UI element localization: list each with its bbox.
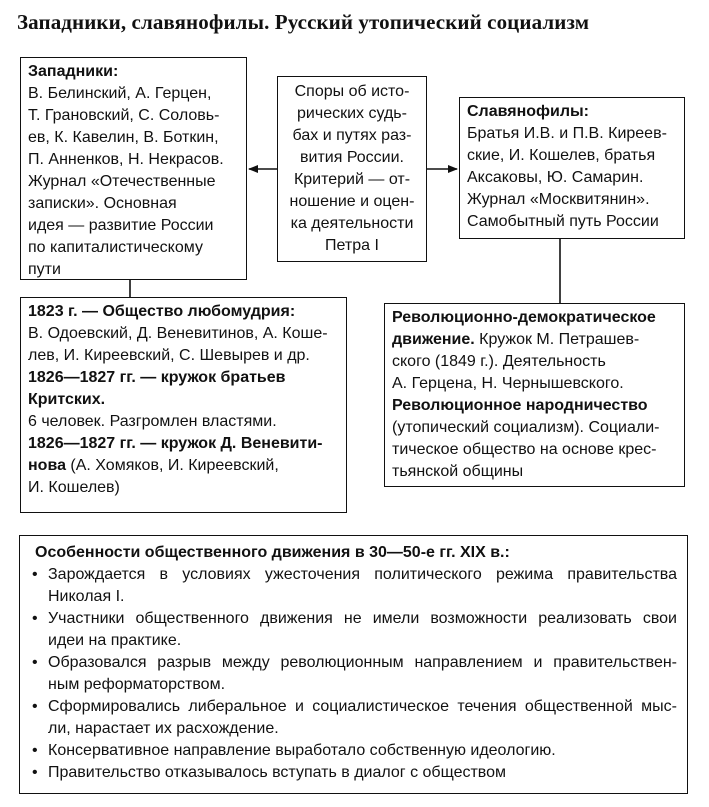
zapadniki-line: Т. Грановский, С. Соловь- <box>28 107 220 124</box>
revolution-box <box>384 303 685 487</box>
circles-line: 6 человек. Разгромлен властями. <box>28 413 277 430</box>
list-item <box>30 696 677 740</box>
slavyanofily-box <box>459 97 685 239</box>
list-item-line: ным реформаторством. <box>48 676 226 693</box>
bullet-icon: • <box>32 698 38 715</box>
zapadniki-heading: Западники: <box>28 63 119 80</box>
circles-line: И. Кошелев) <box>28 479 120 496</box>
disputes-line: ношение и оцен- <box>289 193 415 210</box>
revolution-heading: Революционное народничество <box>392 397 648 414</box>
bullet-icon: • <box>32 764 38 781</box>
bullet-icon: • <box>32 742 38 759</box>
slavyanofily-line: Самобытный путь России <box>467 213 659 230</box>
circles-heading: 1823 г. — Общество любомудрия: <box>28 303 296 320</box>
slavyanofily-heading: Славянофилы: <box>467 103 590 120</box>
zapadniki-line: Журнал «Отечественные <box>28 173 216 190</box>
disputes-line: Споры об исто- <box>294 83 410 100</box>
list-item-line: Зарождается в условиях ужесточения политического режима правительства <box>48 566 677 583</box>
zapadniki-line: по капиталистическому <box>28 239 203 256</box>
slavyanofily-line: ские, И. Кошелев, братья <box>467 147 656 164</box>
disputes-line: Критерий — от- <box>293 171 411 188</box>
slavyanofily-line: Аксаковы, Ю. Самарин. <box>467 169 644 186</box>
circles-box <box>20 297 347 513</box>
slavyanofily-line: Журнал «Москвитянин». <box>467 191 650 208</box>
disputes-line: бах и путях раз- <box>292 127 412 144</box>
disputes-line: ка деятельности <box>290 215 414 232</box>
disputes-line: рических судь- <box>297 105 407 122</box>
list-item <box>30 608 677 652</box>
revolution-line: ского (1849 г.). Деятельность <box>392 353 606 370</box>
circles-line: В. Одоевский, Д. Веневитинов, А. Коше- <box>28 325 328 342</box>
zapadniki-line: пути <box>28 261 61 278</box>
features-box <box>19 535 688 794</box>
list-item <box>30 652 677 696</box>
revolution-line-mixed <box>392 329 678 351</box>
bullet-icon: • <box>32 566 38 583</box>
bullet-icon: • <box>32 610 38 627</box>
revolution-heading: движение. <box>392 331 475 348</box>
circles-line: лев, И. Киреевский, С. Шевырев и др. <box>28 347 310 364</box>
features-list <box>30 564 677 784</box>
revolution-heading: Революционно-демократическое <box>392 309 656 326</box>
list-item-line: идеи на практике. <box>48 632 182 649</box>
list-item-line: Сформировались либеральное и социалистическое течения общественной мыс- <box>48 698 677 715</box>
page-title: Западники, славянофилы. Русский утопический социализм <box>17 10 590 34</box>
list-item <box>30 762 677 784</box>
list-item-line: ли, нарастает их расхождение. <box>48 720 279 737</box>
circles-line: (А. Хомяков, И. Киреевский, <box>65 457 279 474</box>
disputes-box <box>277 76 427 262</box>
circles-heading: нова <box>28 457 66 474</box>
list-item <box>30 740 677 762</box>
revolution-line: Кружок М. Петрашев- <box>474 331 640 348</box>
disputes-line: Петра I <box>325 237 379 254</box>
list-item-line: Участники общественного движения не имели возможности реализовать свои <box>48 610 677 627</box>
bullet-icon: • <box>32 654 38 671</box>
list-item-line: Образовался разрыв между революционным направлением и правительствен- <box>48 654 677 671</box>
revolution-line: (утопический социализм). Социали- <box>392 419 660 436</box>
revolution-line: А. Герцена, Н. Чернышевского. <box>392 375 624 392</box>
list-item-line: Правительство отказывалось вступать в диалог с обществом <box>48 764 507 781</box>
circles-heading: 1826—1827 гг. — кружок Д. Веневити- <box>28 435 323 452</box>
features-heading: Особенности общественного движения в 30—50-е гг. XIX в.: <box>35 544 510 561</box>
slavyanofily-line: Братья И.В. и П.В. Киреев- <box>467 125 667 142</box>
zapadniki-line: идея — развитие России <box>28 217 214 234</box>
zapadniki-line: П. Анненков, Н. Некрасов. <box>28 151 224 168</box>
revolution-line: тьянской общины <box>392 463 524 480</box>
zapadniki-box <box>20 57 247 280</box>
zapadniki-line: ев, К. Кавелин, В. Боткин, <box>28 129 219 146</box>
list-item <box>30 564 677 608</box>
zapadniki-line: В. Белинский, А. Герцен, <box>28 85 212 102</box>
circles-heading: 1826—1827 гг. — кружок братьев <box>28 369 286 386</box>
circles-heading: Критских. <box>28 391 106 408</box>
list-item-line: Консервативное направление выработало собственную идеологию. <box>48 742 556 759</box>
zapadniki-line: записки». Основная <box>28 195 177 212</box>
list-item-line: Николая I. <box>48 588 125 605</box>
disputes-line: вития России. <box>300 149 404 166</box>
revolution-line: тическое общество на основе крес- <box>392 441 657 458</box>
circles-line-mixed <box>28 455 340 477</box>
